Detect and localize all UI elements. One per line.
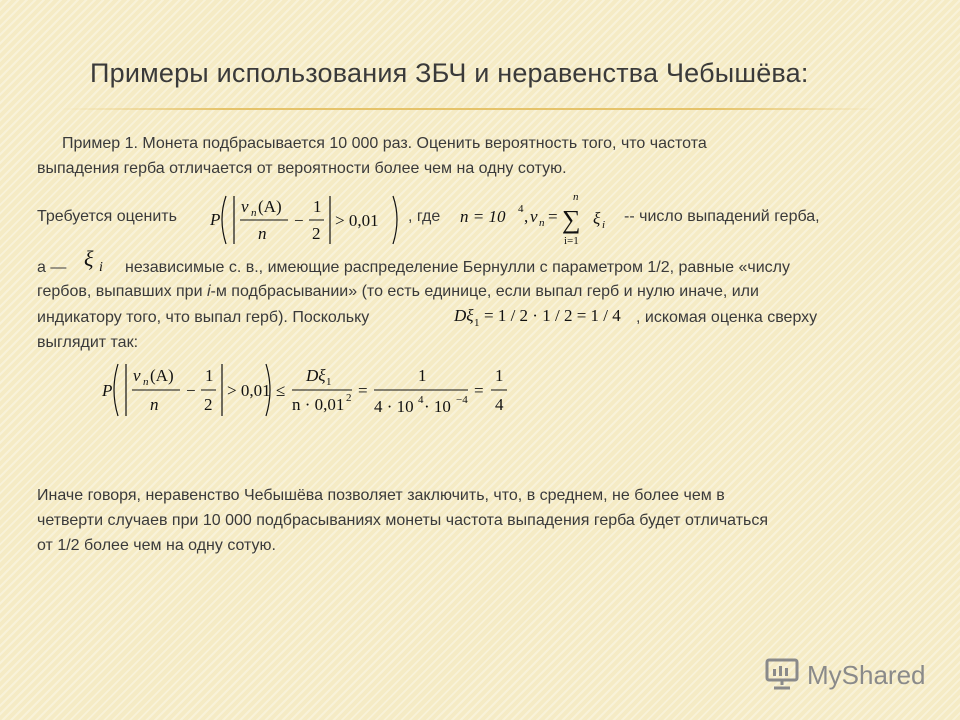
xi-line-3-end: , искомая оценка сверху <box>636 309 818 326</box>
prob-symbol: P <box>210 210 221 229</box>
xi-line-3-start: индикатору того, что выпал герб). Поскольку <box>37 309 370 326</box>
probability-formula <box>208 186 408 252</box>
sum-lower: i=1 <box>564 235 579 247</box>
frac2-numerator: Dξ <box>306 366 326 385</box>
xi-symbol: ξ <box>593 209 601 228</box>
where-text: , где <box>408 208 441 225</box>
example-line-2: выпадения герба отличается от вероятности более чем на одну сотую. <box>37 160 567 177</box>
xi-i-formula <box>82 240 122 276</box>
frac3-den-b: · 10 <box>424 397 451 416</box>
equals-sign: = <box>548 207 558 226</box>
leq-sign: ≤ <box>276 381 286 400</box>
frac2-denominator: n · 0,01 <box>292 395 345 414</box>
xi-prefix: а — <box>37 259 67 276</box>
frac3-den-sup2: −4 <box>456 394 468 406</box>
example-text: Монета подбрасывается 10 000 раз. Оценить вероятность того, что частота <box>142 135 707 152</box>
frac4-denominator: 4 <box>495 395 504 414</box>
event-a: (A) <box>258 197 282 216</box>
variance-subscript: 1 <box>474 317 480 329</box>
variance-value: = 1 / 2 · 1 / 2 = 1 / 4 <box>484 306 621 325</box>
half-numerator: 1 <box>313 197 322 216</box>
xi-line-4: выглядит так: <box>37 334 139 351</box>
title-divider <box>60 108 880 110</box>
nu-n: ν <box>530 207 538 226</box>
sum-upper: n <box>573 191 579 203</box>
frac3-den-sup1: 4 <box>418 394 424 406</box>
logo-text: MyShared <box>807 660 926 690</box>
ineq-prob-symbol: P <box>102 381 113 400</box>
equals-2: = <box>474 381 484 400</box>
frac2-denominator-sup: 2 <box>346 392 352 404</box>
variance-d: Dξ <box>454 306 474 325</box>
conclusion-line-3: от 1/2 более чем на одну сотую. <box>37 537 276 554</box>
ineq-threshold: > 0,01 <box>227 381 271 400</box>
conclusion-line-2: четверти случаев при 10 000 подбрасываниях монеты частота выпадения герба будет отличаться <box>37 512 769 529</box>
ineq-half-den: 2 <box>204 395 213 414</box>
xi-subscript: i <box>602 219 606 231</box>
svg-text:4 · 10 <box>374 397 414 416</box>
xi-line-2 <box>37 280 759 303</box>
example-line-1 <box>62 132 707 155</box>
equals-1: = <box>358 381 368 400</box>
xi-line-2-end: -м подбрасывании» (то есть единице, если выпал герб и нулю иначе, или <box>210 283 759 300</box>
xi-line-2-start: гербов, выпавших при <box>37 283 207 300</box>
comma: , <box>524 207 529 226</box>
conclusion-line-1: Иначе говоря, неравенство Чебышёва позволяет заключить, что, в среднем, не более чем в <box>37 487 725 504</box>
threshold: > 0,01 <box>335 211 379 230</box>
requirement-lead: Требуется оценить <box>37 208 177 225</box>
myshared-logo <box>765 655 935 695</box>
chebyshev-inequality <box>100 356 520 424</box>
denominator-n: n <box>258 224 267 243</box>
svg-text:−: − <box>294 211 304 230</box>
xi-line-1: независимые с. в., имеющие распределение Бернулли с параметром 1/2, равные «числу <box>125 259 790 276</box>
xi-standalone: ξ <box>84 246 94 271</box>
ineq-nu-subscript: n <box>143 376 149 388</box>
xi-line-2-index: i <box>206 283 211 300</box>
ineq-nu: ν <box>133 366 141 385</box>
xi-standalone-subscript: i <box>99 260 103 275</box>
count-description: -- число выпадений герба, <box>624 208 820 225</box>
frac3-numerator: 1 <box>418 366 427 385</box>
frac4-numerator: 1 <box>495 366 504 385</box>
ineq-event-a: (A) <box>150 366 174 385</box>
page-title: Примеры использования ЗБЧ и неравенства Чебышёва: <box>90 58 809 88</box>
ineq-denominator-n: n <box>150 395 159 414</box>
variance-formula <box>452 301 634 331</box>
nu-n-subscript: n <box>539 217 545 229</box>
sigma-icon: ∑ <box>562 205 581 234</box>
presentation-board-icon <box>765 657 801 691</box>
ineq-half-num: 1 <box>205 366 214 385</box>
n-equals: n = 10 <box>460 207 506 226</box>
frac3-den-a: 4 · 10 <box>374 397 414 416</box>
half-denominator: 2 <box>312 224 321 243</box>
svg-text:−: − <box>186 381 196 400</box>
frac2-numerator-sub: 1 <box>326 376 332 388</box>
count-formula <box>458 190 618 250</box>
nu-symbol: ν <box>241 197 249 216</box>
nu-subscript: n <box>251 207 257 219</box>
power-four: 4 <box>518 203 524 215</box>
example-label: Пример 1. <box>62 135 138 152</box>
